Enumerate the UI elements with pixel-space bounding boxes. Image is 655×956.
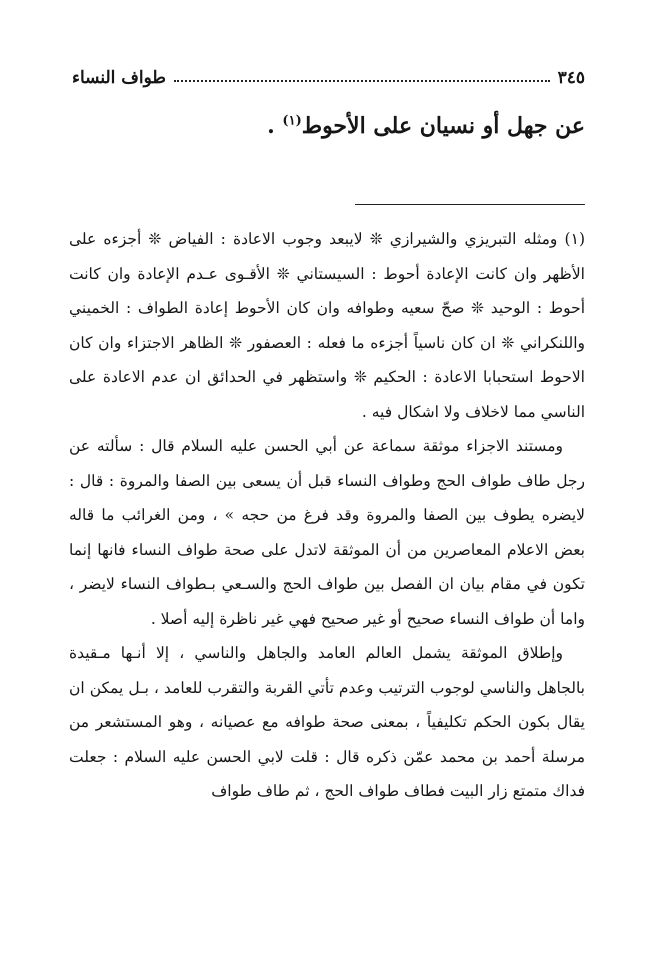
main-text-period: . <box>267 113 283 139</box>
footnote-reference: (١) <box>282 113 302 129</box>
footnote-paragraph: ومستند الاجزاء موثقة سماعة عن أبي الحسن عليه السلام قال : سألته عن رجل طاف طواف الحج وطواف النساء قبل أن يسعى بين الصفا والمروة : قال : لايضره يطوف بين الصفا والمروة وقد فرغ من حجه » ، ومن الغرائب ما قاله بعض الاعلام المعاصرين من أن الموثقة لاتدل على صحة طواف النساء فانها إنما تكون في مقام بيان ان الفصل بين طواف الحج والسـعي بـطواف النساء لايضر ، واما أن طواف النساء صحيح أو غير صحيح فهي غير ناظرة إليه أصلا . <box>69 437 585 628</box>
main-text: عن جهل أو نسيان على الأحوط <box>301 113 585 139</box>
footnote-paragraph: (١) ومثله التبريزي والشيرازي ❊ لايبعد وجوب الاعادة : الفياض ❊ أجزءه على الأظهر وان كانت الإعادة أحوط : السيستاني ❊ الأقـوى عـدم الإعادة وان كانت أحوط : الوحيد ❊ صحّ سعيه وطوافه وان كان الأحوط إعادة الطواف : الخميني واللنكراني ❊ ان كان ناسياً أجزءه ما فعله : العصفور ❊ الظاهر الاجتزاء وان كان الاحوط استحبابا الاعادة : الحكيم ❊ واستظهر في الحدائق ان عدم الاعادة على الناسي مما لاخلاف ولا اشكال فيه . <box>69 230 585 421</box>
running-header <box>72 60 585 88</box>
footnotes-block <box>69 222 585 809</box>
header-leader-dots <box>174 79 550 82</box>
main-text-line <box>65 113 585 139</box>
footnote-paragraph: وإطلاق الموثقة يشمل العالم العامد والجاهل والناسي ، إلا أنـها مـقيدة بالجاهل والناسي لوجوب الترتيب وعدم تأتي القربة والتقرب للعامد ، بـل يمكن ان يقال بكون الحكم تكليفياً ، بمعنى صحة طوافه مع عصيانه ، وهو المستشعر من مرسلة أحمد بن محمد عمّن ذكره قال : قلت لابي الحسن عليه السلام : جعلت فداك متمتع زار البيت فطاف طواف الحج ، ثم طاف طواف <box>69 644 585 800</box>
page-number: ٣٤٥ <box>557 68 585 88</box>
header-title: طواف النساء <box>72 68 166 88</box>
footnote-separator <box>355 204 585 205</box>
